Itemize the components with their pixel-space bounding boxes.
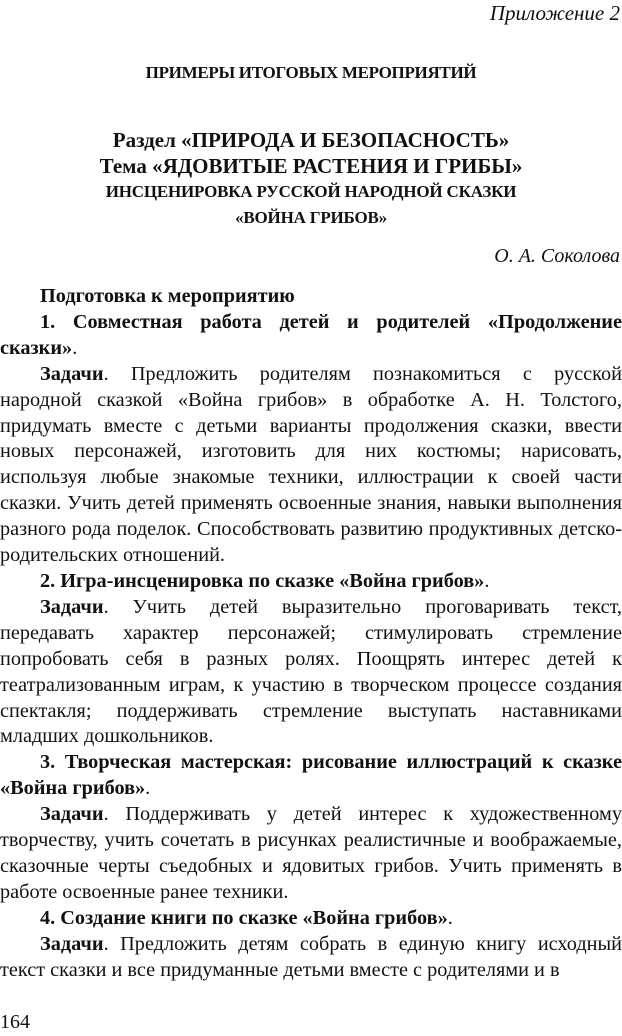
tasks-label: Задачи <box>40 362 104 385</box>
item-1-title: 1. Совместная работа детей и родителей «Продолжение сказки». <box>0 310 622 359</box>
body-text <box>0 284 622 983</box>
item-4-tasks: Задачи. Предложить детям собрать в единую книгу исходный текст сказки и все придуманные детьми вместе с родителями и в <box>0 932 622 981</box>
item-1-tasks: Задачи. Предложить родителям познакомиться с русской народной сказкой «Война грибов» в обработке А. Н. Толстого, придумать вместе с детьми варианты продолжения сказки, ввести новых персонажей, изготовить для них костюмы; нарисовать, используя любые знакомые техники, иллюстрации к своей части сказки. Учить детей применять освоенные знания, навыки выполнения разного рода поделок. Способствовать развитию продуктивных детско-родительских отношений. <box>0 362 622 567</box>
author-name: О. А. Соколова <box>494 245 620 267</box>
appendix-label: Приложение 2 <box>489 1 620 25</box>
page-number: 164 <box>0 1011 30 1033</box>
item-3-tasks: Задачи. Поддерживать у детей интерес к художественному творчеству, учить сочетать в рисунках реалистичные и воображаемые, сказочные черты съедобных и ядовитых грибов. Учить применять в работе освоенные ранее техники. <box>0 803 622 903</box>
subtitle-line-2: «ВОЙНА ГРИБОВ» <box>235 208 387 227</box>
section-title: Раздел «ПРИРОДА И БЕЗОПАСНОСТЬ» <box>112 128 510 152</box>
main-title: ПРИМЕРЫ ИТОГОВЫХ МЕРОПРИЯТИЙ <box>145 63 477 82</box>
subtitle-line-1: ИНСЦЕНИРОВКА РУССКОЙ НАРОДНОЙ СКАЗКИ <box>105 182 517 201</box>
item-2-title: 2. Игра-инсценировка по сказке «Война грибов». <box>40 569 490 592</box>
item-4-title: 4. Создание книги по сказке «Война грибов». <box>40 906 453 929</box>
theme-title: Тема «ЯДОВИТЫЕ РАСТЕНИЯ И ГРИБЫ» <box>99 154 523 178</box>
item-2-tasks: Задачи. Учить детей выразительно проговаривать текст, передавать характер персонажей; стимулировать стремление попробовать себя в разных ролях. Поощрять интерес детей к театрализованным играм, к участию в творческом процессе создания спектакля; поддерживать стремление выступать наставниками младших дошкольников. <box>0 595 622 748</box>
tasks-label: Задачи <box>40 803 104 826</box>
item-3-title: 3. Творческая мастерская: рисование иллюстраций к сказке «Война грибов». <box>0 751 622 800</box>
tasks-label: Задачи <box>40 932 104 955</box>
preparation-heading: Подготовка к мероприятию <box>40 285 295 307</box>
tasks-label: Задачи <box>40 595 104 618</box>
section-heading <box>0 127 622 231</box>
